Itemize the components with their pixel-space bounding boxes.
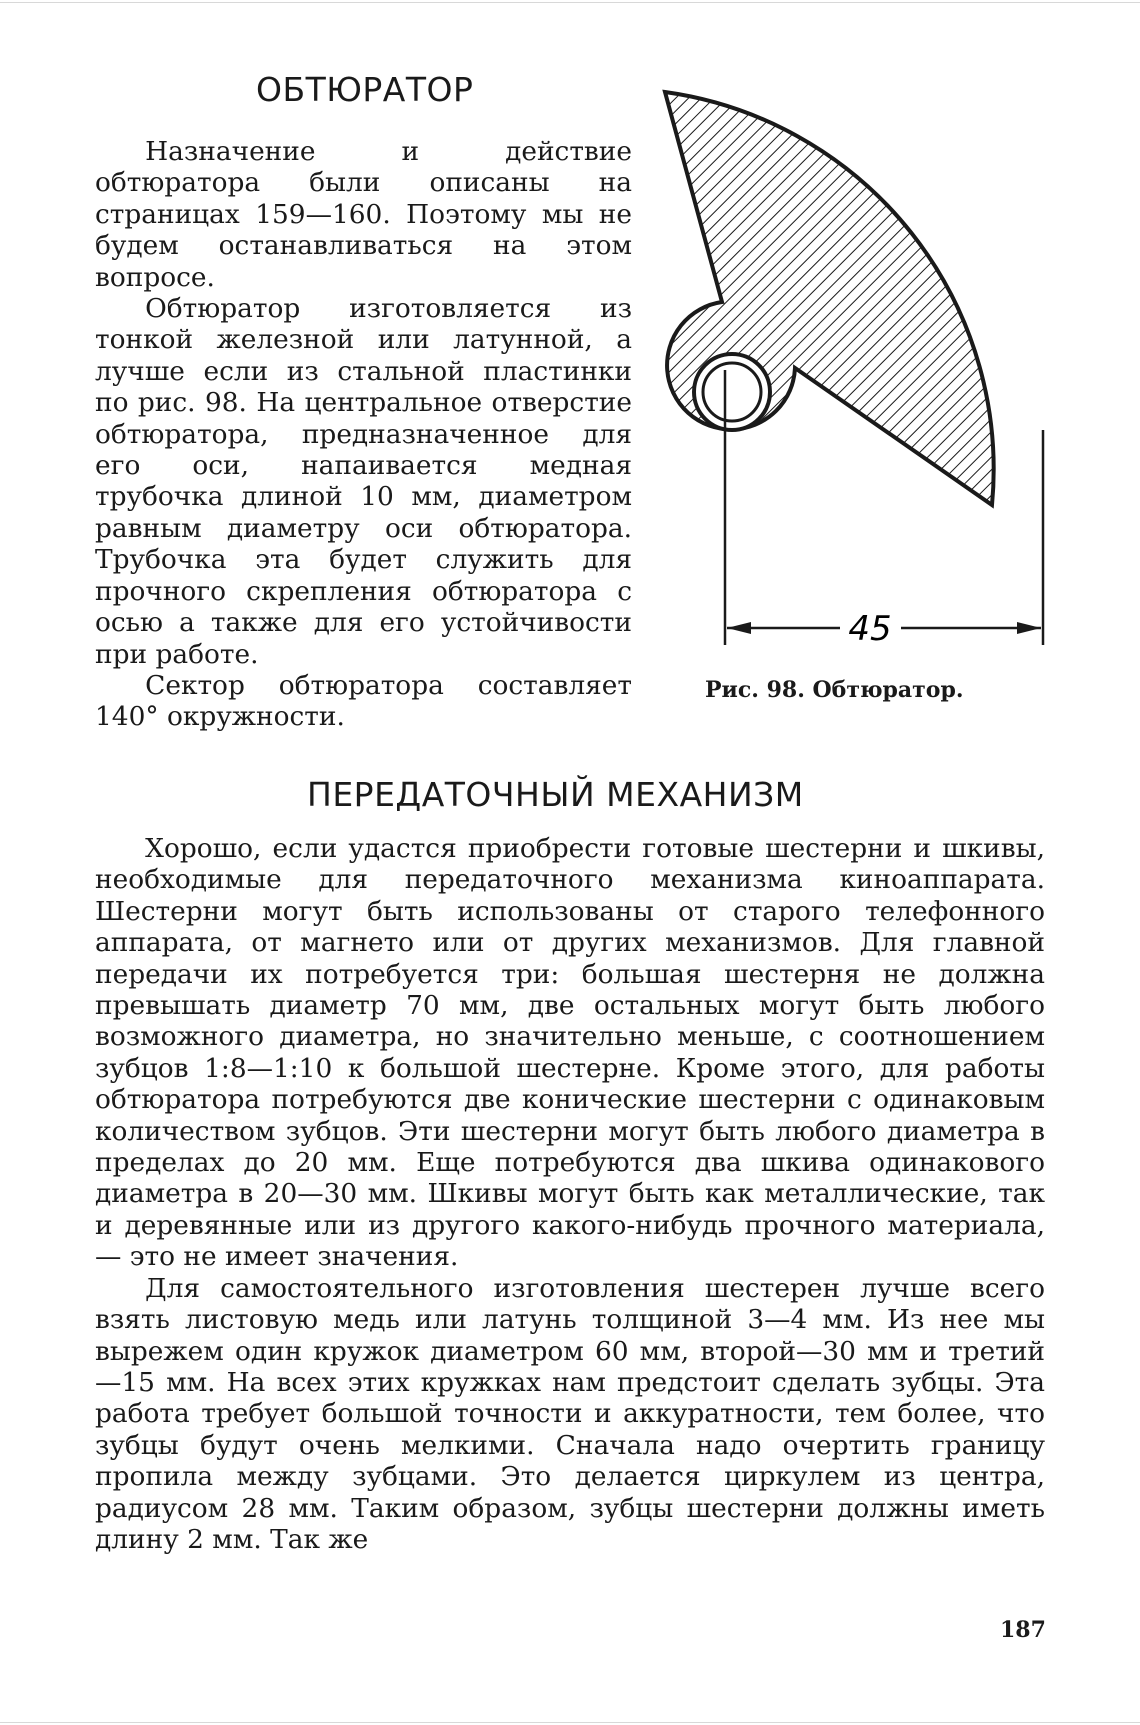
obturator-shape — [665, 92, 994, 505]
paragraph: Сектор обтюратора составляет 140° окружности. — [95, 669, 632, 733]
page-number: 187 — [1000, 1617, 1046, 1643]
section-title-obturator: ОБТЮРАТОР — [256, 70, 474, 109]
dimension-label: 45 — [848, 609, 892, 649]
transmission-text — [95, 833, 1045, 1555]
scan-top-edge — [0, 2, 1140, 3]
paragraph: Для самостоятельного изготовления шестерен лучше всего взять листовую медь или латунь толщиной 3—4 мм. Из нее мы вырежем один кружок диаметром 60 мм, второй—30 мм и третий—15 мм. На всех этих кружках нам предстоит сделать зубцы. Эта работа требует большой точности и аккуратности, тем более, что зубцы будут очень мелкими. Сначала надо очертить границу пропила между зубцами. Это делается циркулем из центра, радиусом 28 мм. Таким образом, зубцы шестерни должны иметь длину 2 мм. Так же — [95, 1272, 1045, 1555]
obturator-text-column — [95, 136, 632, 733]
dimension-arrow-right — [1017, 622, 1041, 634]
paragraph: Назначение и действие обтюратора были описаны на страницах 159—160. Поэтому мы не будем останавливаться на этом вопросе. — [95, 136, 632, 293]
obturator-figure — [655, 80, 1075, 660]
dimension-arrow-left — [727, 622, 751, 634]
section-title-transmission: ПЕРЕДАТОЧНЫЙ МЕХАНИЗМ — [307, 775, 804, 814]
axle-hole-inner — [703, 363, 761, 421]
paragraph: Хорошо, если удастся приобрести готовые шестерни и шкивы, необходимые для передаточного механизма киноаппарата. Шестерни могут быть использованы от старого телефонного аппарата, от магнето или от других механизмов. Для главной передачи их потребуется три: большая шестерня не должна превышать диаметр 70 мм, две остальных могут быть любого возможного диаметра, но значительно меньше, с соотношением зубцов 1:8—1:10 к большой шестерне. Кроме этого, для работы обтюратора потребуются две конические шестерни с одинаковым количеством зубцов. Эти шестерни могут быть любого диаметра в пределах до 20 мм. Еще потребуются два шкива одинакового диаметра в 20—30 мм. Шкивы могут быть как металлические, так и деревянные или из другого какого-нибудь прочного материала,— это не имеет значения. — [95, 833, 1045, 1273]
figure-caption: Рис. 98. Обтюратор. — [705, 677, 964, 703]
paragraph: Обтюратор изготовляется из тонкой железной или латунной, а лучше если из стальной пластинки по рис. 98. На центральное отверстие обтюратора, предназначенное для его оси, напаивается медная трубочка длиной 10 мм, диаметром равным диаметру оси обтюратора. Трубочка эта будет служить для прочного скрепления обтюратора с осью а также для его устойчивости при работе. — [95, 293, 632, 670]
scan-bottom-edge — [0, 1722, 1140, 1723]
